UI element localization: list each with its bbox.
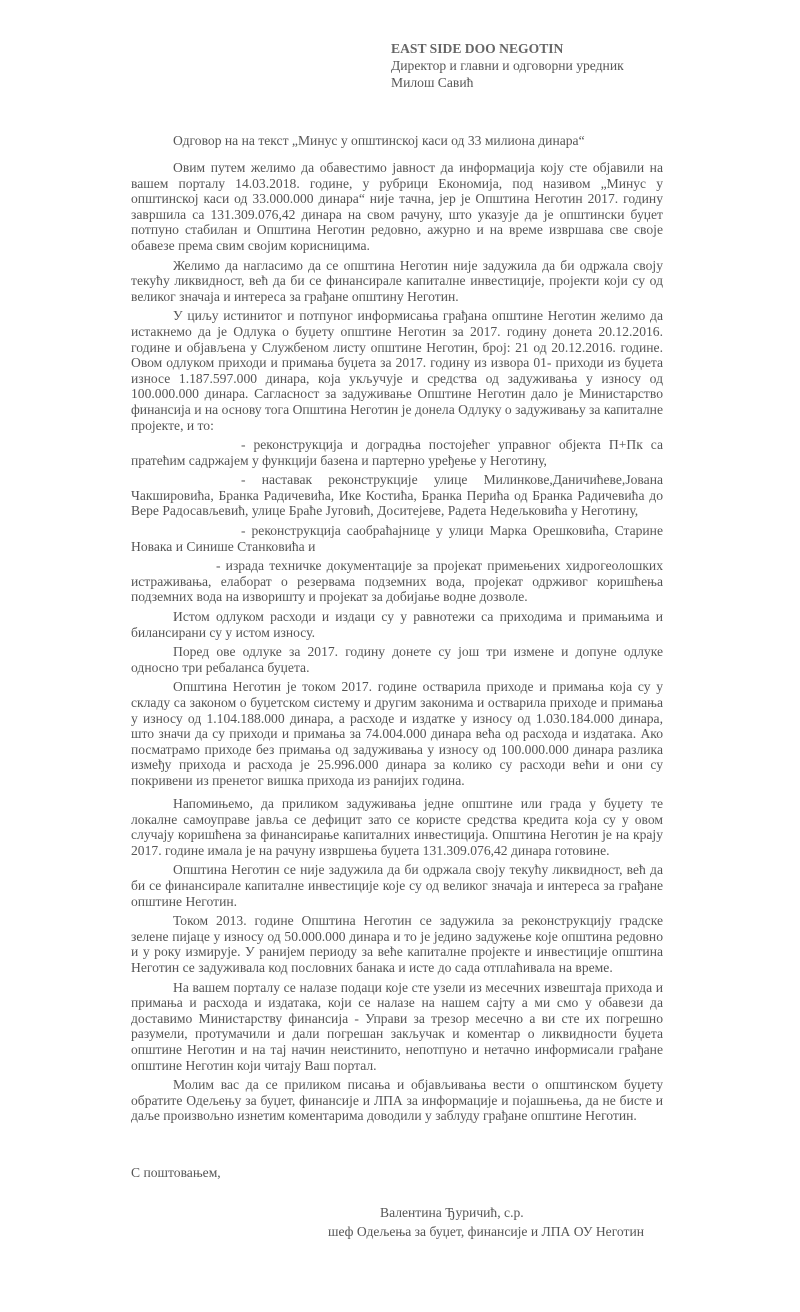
letter-body-part-2 xyxy=(131,796,663,1128)
paragraph: Напомињемо, да приликом задуживања једне општине или града у буџету те локалне самоуправе јавља се дефицит зато се користе средства кредита која су у овом случају коришћена за финансирање капиталних инвестиција. Општина Неготин је на крају 2017. године имала је на рачуну извршења буџета 131.309.076,42 динара готовине. xyxy=(131,796,663,858)
project-item: - реконструкција саобраћајнице у улици Марка Орешковића, Старине Новака и Синише Станковића и xyxy=(131,523,663,554)
paragraph: На вашем порталу се налазе подаци које сте узели из месечних извештаја прихода и примања и расхода и издатака, који се налазе на нашем сајту а ми смо у обавези да доставимо Министарству финансија - Управи за трезор месечно а ви сте их погрешно разумели, протумачили и дали погрешан закључак и коментар о ликвидности буџета општине Неготин и на тај начин неистинито, непотпуно и нетачно информисали грађане општине Неготин који читају Ваш портал. xyxy=(131,979,663,1073)
paragraph: Овим путем желимо да обавестимо јавност да информација коју сте објавили на вашем порталу 14.03.2018. године, у рубрици Економија, под називом „Минус у општинској каси од 33.000.000 динара“ није тачна, јер је Општина Неготин 2017. годину завршила са 131.309.076,42 динара на свом рачуну, што указује да је општински буџет потпуно стабилан и Општина Неготин редовно, ажурно и на време извршава све своје обавезе према свим својим корисницима. xyxy=(131,160,663,253)
paragraph: Током 2013. године Општина Неготин се задужила за реконструкцију градске зелене пијаце у износу од 50.000.000 динара и то је једино задужење које општина редовно и у року измирује. У ранијем периоду за веће капиталне пројекте и инвестиције општина Неготин се задуживала код пословних банака и исте до сада отплаћивала на време. xyxy=(131,913,663,975)
paragraph: У циљу истинитог и потпуног информисања грађана општине Неготин желимо да истакнемо да је Одлука о буџету општине Неготин за 2017. годину донета 20.12.2016. године и објављена у Службеном листу општине Неготин, број: 21 од 20.12.2016. године. Овом одлуком приходи и примања буџета за 2017. годину из извора 01- приходи из буџета износе 1.187.597.000 динара, која укључује и средства од задуживања у износу од 100.000.000 динара. Сагласност за задуживање Општине Неготин дало је Министарство финансија и на основу тога Општина Неготин је донела Одлуку о задуживању за капиталне пројекте, и то: xyxy=(131,308,663,433)
paragraph: Желимо да нагласимо да се општина Неготин није задужила да би одржала своју текућу ликвидност, већ да би се финансирале капиталне инвестиције, пројекти који су од великог значаја и интереса за грађане општину Неготин. xyxy=(131,257,663,304)
recipient-role: Директор и главни и одговорни уредник xyxy=(391,58,624,73)
letter-body-part-1 xyxy=(131,160,663,793)
paragraph: Општина Неготин се није задужила да би одржала своју текућу ликвидност, већ да би се финансирале капиталне инвестиције које су од великог значаја и интереса за грађане општине Неготин. xyxy=(131,862,663,909)
letter-title: Одговор на на текст „Минус у општинској каси од 33 милиона динара“ xyxy=(173,133,585,148)
letterhead xyxy=(391,40,624,91)
paragraph: Поред ове одлуке за 2017. годину донете су још три измене и допуне одлуке односно три ребаланса буџета. xyxy=(131,644,663,675)
paragraph: Истом одлуком расходи и издаци су у равнотежи са приходима и примањима и билансирани су у истом износу. xyxy=(131,609,663,640)
signature-title: шеф Одељења за буџет, финансије и ЛПА ОУ Неготин xyxy=(328,1224,645,1239)
project-item: - реконструкција и доградња постојећег управног објекта П+Пк са пратећим садржајем у функцији базена и партерно уређење у Неготину, xyxy=(131,437,663,468)
paragraph: Општина Неготин је током 2017. године остварила приходе и примања која су у складу са законом о буџетском систему и другим законима и остварила приходе и примања у износу од 1.104.188.000 динара, а расходе и издатке у износу од 1.030.184.000 динара, што значи да су приходи и примања за 74.004.000 динара већа од расхода и издатака. Ако посматрамо приходе без примања од задуживања у износу од 100.000.000 динара разлика између прихода и расхода је 25.996.000 динара за колико су расходи већи и они су покривени из пренетог вишка прихода из ранијих година. xyxy=(131,679,663,788)
recipient-name: Милош Савић xyxy=(391,75,474,90)
project-item: - израда техничке документације за пројекат примењених хидрогеолошких истраживања, елаборат о резервама подземних вода, пројекат одрживог коришћења подземних вода на изворишту и пројекат за добијање водне дозволе. xyxy=(131,558,663,605)
closing-salutation: С поштовањем, xyxy=(131,1165,221,1180)
company-name: EAST SIDE DOO NEGOTIN xyxy=(391,41,564,56)
paragraph: Молим вас да се приликом писања и објављивања вести о општинском буџету обратите Одељењу за буџет, финансије и ЛПА за информације и појашњења, да не бисте и даље произвољно изнетим коментарима доводили у заблуду грађане општине Неготин. xyxy=(131,1077,663,1124)
project-item: - наставак реконструкције улице Милинкове,Даничићеве,Јована Чакшировића, Бранка Радичевића, Ике Костића, Бранка Перића од Бранка Радичевића до Вере Радосављевић, улице Браће Југовић, Доситејеве, Радета Недељковића у Неготину, xyxy=(131,472,663,519)
signature-name: Валентина Ђуричић, с.р. xyxy=(380,1205,524,1220)
